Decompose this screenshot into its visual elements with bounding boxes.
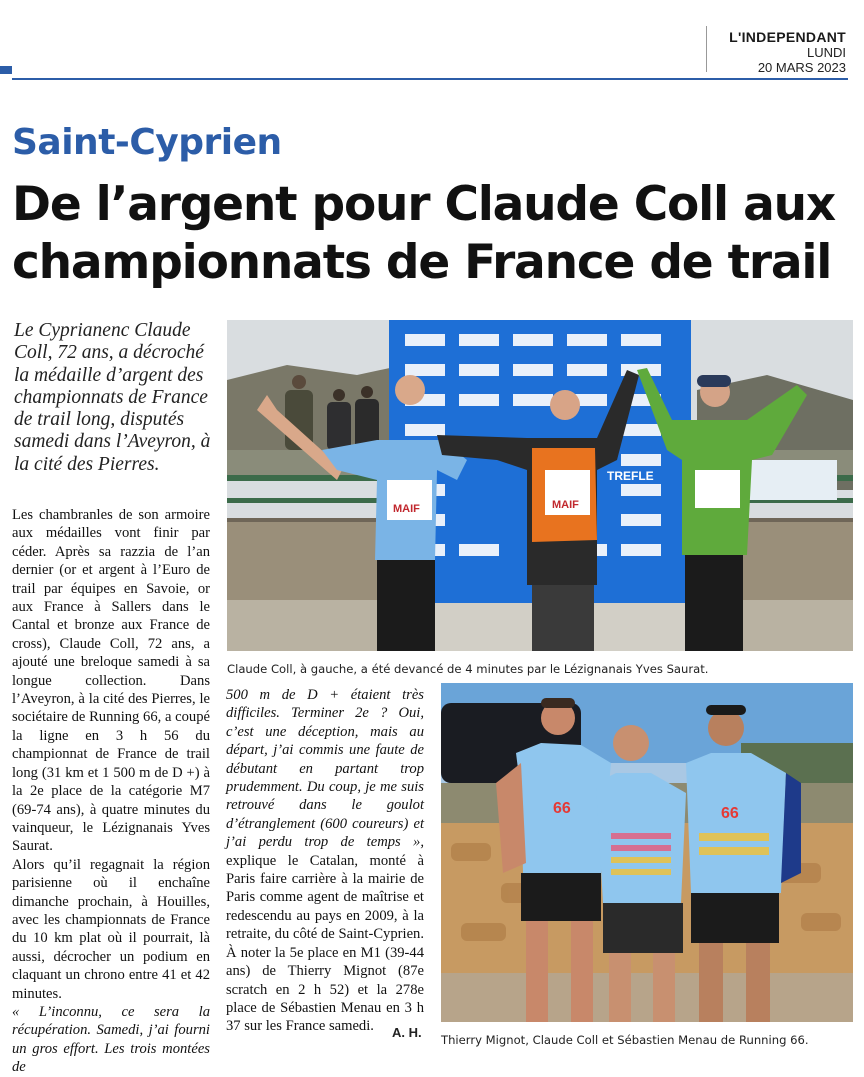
backdrop-brand-label: TREFLE: [607, 469, 654, 483]
paragraph-1: Les chambranles de son armoire aux médailles vont finir par céder. Après sa razzia de l’an dernier (or et argent à l’Euro de trail par équipes en Savoie, or aux France à Sallers dans le Cantal et bronze aux France de cross), Claude Coll, 72 ans, a ajouté une breloque samedi à sa longue collection. Dans l’Aveyron, à la cité des Pierres, le sociétaire de Running 66, a coupé la ligne en 3 h 56 du championnat de France de trail long (31 km et 1 500 m de D +) à la 2e place de la catégorie M7 (69-74 ans), à quatre minutes du vainqueur, le Lézignanais Yves Saurat.: [12, 507, 210, 855]
publication-day: LUNDI: [806, 45, 846, 60]
article-kicker: Saint-Cyprien: [12, 122, 282, 163]
author-signature: A. H.: [392, 1025, 422, 1040]
section-marker: [0, 66, 12, 74]
newspaper-name: L'INDEPENDANT: [729, 29, 846, 45]
paragraph-3: explique le Catalan, monté à Paris faire carrière à la mairie de Paris comme agent de maîtrise et redescendu au pays en 2009, à la retraite, du côté de Saint-Cyprien. À noter la 5e place en M1 (39-44 ans) de Thierry Mignot (87e scratch en 2 h 52) et la 278e place de Sébastien Menau en 3 h 37 sur les France samedi.: [226, 852, 424, 1035]
bib-brand-center: MAIF: [552, 499, 579, 511]
publication-date: 20 MARS 2023: [757, 60, 846, 75]
photo-caption-1: Claude Coll, à gauche, a été devancé de 4 minutes par le Lézignanais Yves Saurat.: [227, 662, 709, 676]
headline-line-2: championnats de France de trail: [12, 235, 832, 290]
bib-brand-left: MAIF: [393, 503, 420, 515]
quote-part-2: 500 m de D + étaient très difficiles. Terminer 2e ? Oui, c’est une déception, mais au départ, j’ai commis une faute de débutant en partant trop prudemment. Du coup, je me suis retrouvé dans le goulot d’étranglement (600 coureurs) et j’ai perdu trop de temps »,: [226, 687, 424, 851]
masthead-divider: [706, 26, 707, 72]
article-column-1: [12, 506, 210, 1077]
headline-line-1: De l’argent pour Claude Coll aux: [12, 177, 835, 232]
paragraph-2: Alors qu’il regagnait la région parisienne où il enchaîne dimanche prochain, à Houilles, avec les championnats de France du 10 km plat où il pourrait, là aussi, décrocher un podium en claquant un chrono entre 41 et 42 minutes.: [12, 856, 210, 1002]
podium-photo: [227, 320, 853, 651]
header-rule: [12, 78, 848, 80]
shirt-number-left: 66: [553, 800, 571, 817]
shirt-number-right: 66: [721, 805, 739, 822]
article-headline: [12, 176, 852, 292]
article-column-2: [226, 686, 424, 1036]
article-lead: Le Cyprianenc Claude Coll, 72 ans, a décroché la médaille d’argent des championnats de France de trail long, disputés samedi dans l’Aveyron, à la cité des Pierres.: [14, 320, 211, 475]
masthead: [729, 30, 846, 75]
quote-part-1: « L’inconnu, ce sera la récupération. Samedi, j’ai fourni un gros effort. Les trois montées de: [12, 1003, 210, 1076]
runners-photo: [441, 683, 853, 1022]
photo-caption-2: Thierry Mignot, Claude Coll et Sébastien Menau de Running 66.: [441, 1033, 809, 1047]
